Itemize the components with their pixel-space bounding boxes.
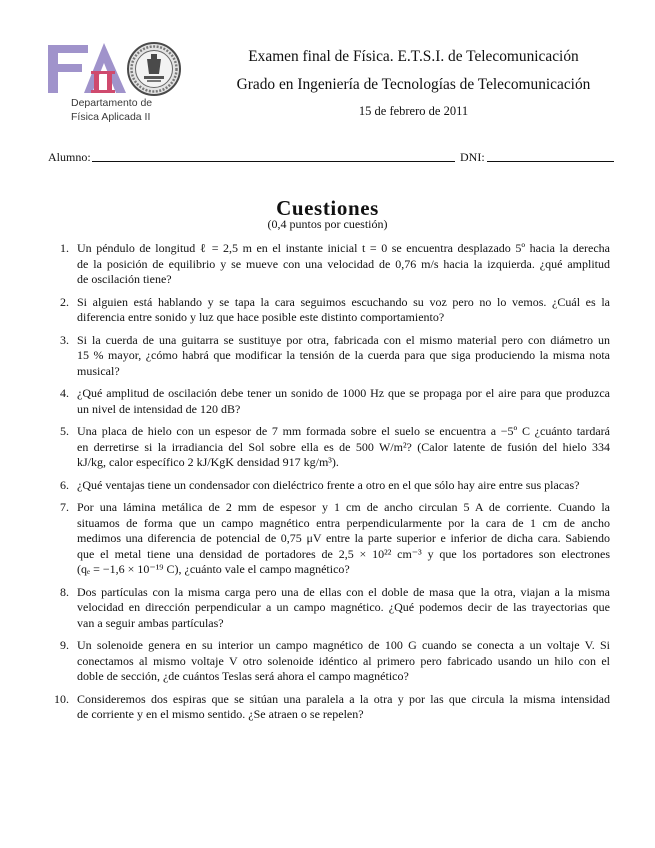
- question-item: [48, 500, 610, 578]
- question-text: [77, 692, 610, 723]
- question-number: 8.: [60, 584, 69, 599]
- question-text: [77, 424, 610, 471]
- question-line: Consideremos dos espiras que se sitúan una paralela a la otra y por las que circula la misma intensidad: [77, 691, 610, 706]
- department-logo-icon: [48, 43, 126, 93]
- question-line: kJ/kg, calor específico 2 kJ/KgK densidad 917 kg/m³).: [77, 455, 339, 469]
- question-number: 7.: [60, 500, 69, 514]
- question-number: 9.: [60, 638, 69, 652]
- question-line: situamos de forma que un campo magnético entra perpendicularmente por la cara de 1 cm de ancho: [77, 515, 610, 530]
- question-line: Una placa de hielo con un espesor de 7 mm formada sobre el suelo se encuentra a −5º C ¿cuánto tardará: [77, 424, 610, 438]
- question-line: de oscilación tiene?: [77, 272, 172, 286]
- question-item: [48, 478, 610, 494]
- question-item: [48, 424, 610, 471]
- question-item: [48, 386, 610, 417]
- question-item: [48, 295, 610, 326]
- question-item: [48, 638, 610, 685]
- question-number: 5.: [60, 424, 69, 438]
- department-name: [71, 96, 152, 124]
- logo-letter-a: [84, 43, 126, 93]
- logo-letter-f: [48, 45, 88, 93]
- question-number: 4.: [60, 386, 69, 400]
- question-item: [48, 692, 610, 723]
- question-line: de la posición de equilibrio y se mueve con una velocidad de 0,76 m/s hacia la izquierda. ¿qué amplitud: [77, 256, 610, 271]
- question-line: velocidad en dirección perpendicular a un campo magnético. ¿Qué podemos decir de las trayectorias que: [77, 600, 610, 614]
- question-text: [77, 241, 610, 288]
- question-line: 15 % mayor, ¿cómo habrá que modificar la tensión de la cuerda para que siga produciendo la misma nota: [77, 348, 610, 362]
- question-line: Si la cuerda de una guitarra se sustituye por otra, fabricada con el mismo material pero con diámetro un: [77, 332, 610, 347]
- question-line: ¿Qué amplitud de oscilación debe tener un sonido de 1000 Hz que se propaga por el aire para que produzca: [77, 386, 610, 400]
- question-text: [77, 500, 610, 578]
- question-line: Un solenoide genera en su interior un campo magnético de 100 G cuando se conecta a un voltaje V. Si: [77, 638, 610, 652]
- question-line: medimos una diferencia de potencial de 0,75 μV entre la parte superior e inferior de dicha cara. Sabiendo: [77, 531, 610, 545]
- question-line: ¿Qué ventajas tiene un condensador con dieléctrico frente a otro en el que sólo hay aire entre sus placas?: [77, 477, 580, 492]
- question-line: Un péndulo de longitud ℓ = 2,5 m en el instante inicial t = 0 se encuentra desplazado 5º hacia la derecha: [77, 241, 610, 255]
- question-number: 6.: [60, 477, 69, 492]
- question-text: [77, 585, 610, 632]
- question-line: que el metal tiene una densidad de portadores de 2,5 × 10²² cm⁻³ y que los portadores son electrones: [77, 546, 610, 561]
- logo-roman-two: [91, 71, 115, 93]
- question-line: Dos partículas con la misma carga pero una de ellas con el doble de masa que la otra, viajan a la misma: [77, 584, 610, 599]
- question-line: conectamos al mismo voltaje V otro solenoide idéntico al primero pero fabricado usando un hilo con el: [77, 653, 610, 668]
- question-text: [77, 333, 610, 380]
- university-seal-icon: [126, 41, 182, 97]
- section-points-note: (0,4 puntos por cuestión): [267, 217, 388, 231]
- question-line: van a seguir ambas partículas?: [77, 615, 224, 630]
- question-number: 2.: [60, 294, 69, 309]
- question-line: musical?: [77, 363, 120, 378]
- question-line: Si alguien está hablando y se tapa la cara seguimos escuchando su voz pero no lo vemos. ¿Cuál es la: [77, 294, 610, 309]
- exam-title: Examen final de Física. E.T.S.I. de Telecomunicación: [248, 48, 579, 65]
- question-line: diferencia entre sonido y luz que hace posible este distinto comportamiento?: [77, 310, 445, 324]
- section-title: Cuestiones: [276, 196, 379, 220]
- question-text: [77, 386, 610, 417]
- question-list: [48, 241, 610, 730]
- exam-date: 15 de febrero de 2011: [358, 104, 469, 118]
- department-line-2: Física Aplicada II: [71, 111, 151, 123]
- question-text: [77, 295, 610, 326]
- question-number: 1.: [60, 241, 69, 255]
- student-name-blank: [92, 161, 455, 162]
- student-name-label: Alumno:: [48, 150, 91, 164]
- question-line: en derretirse si la irradiancia del Sol sobre ella es de 500 W/m²? (Calor latente de fusión del hielo 334: [77, 439, 610, 454]
- question-number: 3.: [60, 332, 69, 347]
- question-line: doble de sección, ¿de cuántos Teslas será ahora el campo magnético?: [77, 669, 409, 683]
- student-id-label: DNI:: [460, 150, 485, 164]
- question-line: de corriente y en el mismo sentido. ¿Se atraen o se repelen?: [77, 707, 364, 721]
- department-line-1: Departamento de: [71, 97, 153, 109]
- degree-subtitle: Grado en Ingeniería de Tecnologías de Telecomunicación: [236, 76, 591, 93]
- question-item: [48, 333, 610, 380]
- question-text: [77, 478, 610, 494]
- student-id-blank: [487, 161, 614, 162]
- question-number: 10.: [54, 691, 69, 706]
- question-line: (qₑ = −1,6 × 10⁻¹⁹ C), ¿cuánto vale el campo magnético?: [77, 562, 350, 576]
- question-line: un nivel de intensidad de 120 dB?: [77, 401, 241, 416]
- question-line: Por una lámina metálica de 2 mm de espesor y 1 cm de ancho circulan 5 A de corriente. Cuando la: [77, 500, 610, 514]
- question-item: [48, 585, 610, 632]
- question-text: [77, 638, 610, 685]
- question-item: [48, 241, 610, 288]
